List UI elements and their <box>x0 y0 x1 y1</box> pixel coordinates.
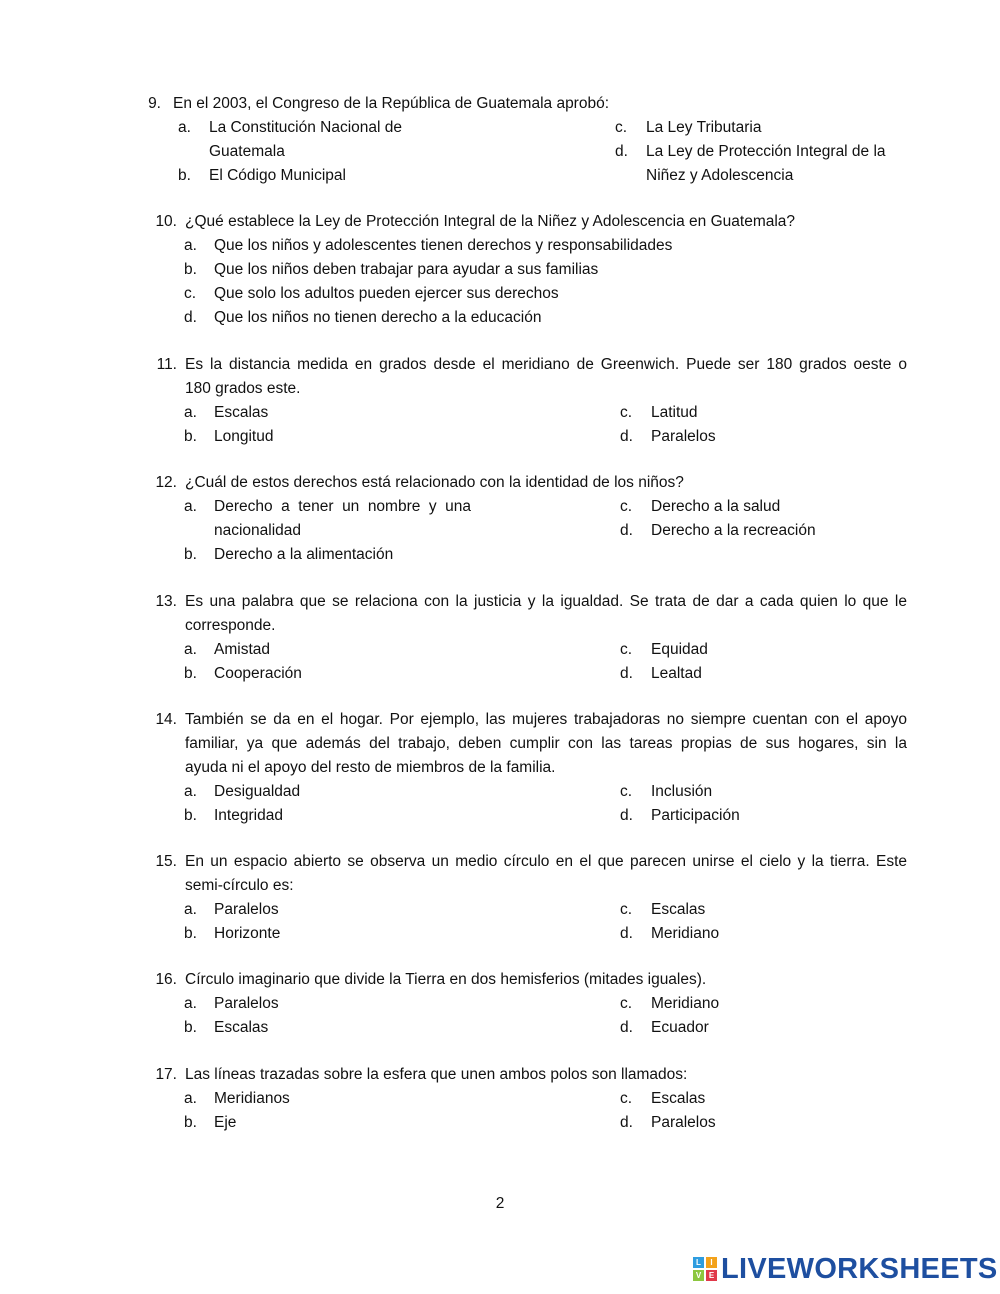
option-letter: b. <box>184 807 197 824</box>
option-text: Paralelos <box>214 995 279 1012</box>
question-number: 17. <box>155 1066 177 1083</box>
option-letter: d. <box>615 143 628 160</box>
option-letter: d. <box>620 1019 633 1036</box>
option-text: Amistad <box>214 641 270 658</box>
option-text: Participación <box>651 807 740 824</box>
logo-wordmark: LIVEWORKSHEETS <box>721 1253 998 1285</box>
option-text: Desigualdad <box>214 783 301 800</box>
option-text: Derecho a la alimentación <box>214 546 394 563</box>
question-number: 14. <box>155 711 177 728</box>
option-text: Meridiano <box>651 995 720 1012</box>
question-stem: ¿Cuál de estos derechos está relacionado con la identidad de los niños? <box>185 474 684 491</box>
option-text: El Código Municipal <box>209 167 346 184</box>
option-text: Que los niños no tienen derecho a la educación <box>214 309 542 326</box>
option-text: Derecho a tener un nombre y una <box>214 498 471 515</box>
option-letter: c. <box>620 995 633 1012</box>
option-letter: a. <box>184 237 197 254</box>
option-text: Escalas <box>214 404 269 421</box>
option-letter: c. <box>620 641 633 658</box>
option-text: Paralelos <box>651 428 716 445</box>
logo-block: I <box>706 1257 717 1268</box>
question-stem-line: corresponde. <box>185 617 276 634</box>
option-letter: a. <box>184 901 197 918</box>
question-stem: Círculo imaginario que divide la Tierra en dos hemisferios (mitades iguales). <box>185 971 707 988</box>
option-letter: a. <box>184 498 197 515</box>
option-text: Escalas <box>651 1090 706 1107</box>
option-text: Escalas <box>651 901 706 918</box>
question-stem-line: ayuda ni el apoyo del resto de miembros de la familia. <box>185 759 556 776</box>
option-text: Latitud <box>651 404 698 421</box>
option-text: Lealtad <box>651 665 702 682</box>
option-text: Cooperación <box>214 665 302 682</box>
question-stem: ¿Qué establece la Ley de Protección Integral de la Niñez y Adolescencia en Guatemala? <box>185 213 796 230</box>
option-text: Que solo los adultos pueden ejercer sus derechos <box>214 285 559 302</box>
logo-block: V <box>693 1270 704 1281</box>
question-number: 11. <box>156 356 177 373</box>
option-text: La Constitución Nacional de <box>209 119 403 136</box>
question-number: 13. <box>155 593 177 610</box>
option-letter: d. <box>620 807 633 824</box>
option-letter: c. <box>620 783 633 800</box>
question-stem-line: 180 grados este. <box>185 380 301 397</box>
logo-block: L <box>693 1257 704 1268</box>
question-number: 12. <box>155 474 177 491</box>
option-text: Horizonte <box>214 925 281 942</box>
question-stem-line: También se da en el hogar. Por ejemplo, las mujeres trabajadoras no siempre cuentan con el apoyo <box>185 711 907 728</box>
question-stem: En el 2003, el Congreso de la República de Guatemala aprobó: <box>173 95 610 112</box>
question-number: 16. <box>155 971 177 988</box>
question-number: 15. <box>155 853 177 870</box>
option-letter: b. <box>184 546 197 563</box>
option-text: Inclusión <box>651 783 713 800</box>
question-stem: Las líneas trazadas sobre la esfera que unen ambos polos son llamados: <box>185 1066 688 1083</box>
question-stem-line: Es una palabra que se relaciona con la justicia y la igualdad. Se trata de dar a cada quien lo que le <box>185 593 907 610</box>
option-letter: d. <box>620 665 633 682</box>
option-letter: b. <box>184 428 197 445</box>
question-number: 9. <box>148 95 161 112</box>
option-text: Eje <box>214 1114 237 1131</box>
option-letter: c. <box>620 498 633 515</box>
option-letter: c. <box>615 119 628 136</box>
option-text: La Ley Tributaria <box>646 119 762 136</box>
option-text: Derecho a la salud <box>651 498 781 515</box>
option-letter: c. <box>620 901 633 918</box>
option-letter: a. <box>178 119 191 136</box>
option-text: Meridiano <box>651 925 720 942</box>
question-number: 10. <box>155 213 177 230</box>
question-stem-line: Es la distancia medida en grados desde el meridiano de Greenwich. Puede ser 180 grados oeste o <box>185 356 907 373</box>
option-letter: d. <box>620 522 633 539</box>
option-text: Que los niños y adolescentes tienen derechos y responsabilidades <box>214 237 673 254</box>
question-stem-line: familiar, ya que además del trabajo, deben cumplir con las tareas propias de sus hogares, sin la <box>185 735 907 752</box>
option-text-cont: Niñez y Adolescencia <box>646 167 794 184</box>
option-letter: a. <box>184 641 197 658</box>
option-letter: c. <box>184 285 197 302</box>
option-text: Equidad <box>651 641 708 658</box>
option-text: Paralelos <box>214 901 279 918</box>
question-stem-line: En un espacio abierto se observa un medio círculo en el que parecen unirse el cielo y la tierra. Este <box>185 853 907 870</box>
option-text: Meridianos <box>214 1090 290 1107</box>
option-letter: a. <box>184 1090 197 1107</box>
option-letter: b. <box>184 1114 197 1131</box>
option-text: Escalas <box>214 1019 269 1036</box>
option-letter: c. <box>620 1090 633 1107</box>
option-letter: d. <box>184 309 197 326</box>
option-letter: d. <box>620 428 633 445</box>
option-letter: d. <box>620 925 633 942</box>
option-text: Que los niños deben trabajar para ayudar a sus familias <box>214 261 599 278</box>
option-letter: a. <box>184 783 197 800</box>
option-text: Paralelos <box>651 1114 716 1131</box>
option-letter: c. <box>620 404 633 421</box>
option-letter: a. <box>184 995 197 1012</box>
logo-mark-icon <box>693 1257 717 1281</box>
option-text: La Ley de Protección Integral de la <box>646 143 886 160</box>
option-text: Ecuador <box>651 1019 709 1036</box>
option-text-cont: nacionalidad <box>214 522 302 539</box>
option-letter: b. <box>184 1019 197 1036</box>
option-text-cont: Guatemala <box>209 143 285 160</box>
option-letter: a. <box>184 404 197 421</box>
page-number: 2 <box>495 1195 505 1212</box>
logo-block: E <box>706 1270 717 1281</box>
option-text: Derecho a la recreación <box>651 522 816 539</box>
option-letter: b. <box>184 665 197 682</box>
option-letter: b. <box>184 925 197 942</box>
option-text: Integridad <box>214 807 283 824</box>
option-text: Longitud <box>214 428 274 445</box>
option-letter: b. <box>178 167 191 184</box>
option-letter: b. <box>184 261 197 278</box>
liveworksheets-logo[interactable] <box>693 1252 998 1286</box>
question-stem-line: semi-círculo es: <box>185 877 294 894</box>
option-letter: d. <box>620 1114 633 1131</box>
